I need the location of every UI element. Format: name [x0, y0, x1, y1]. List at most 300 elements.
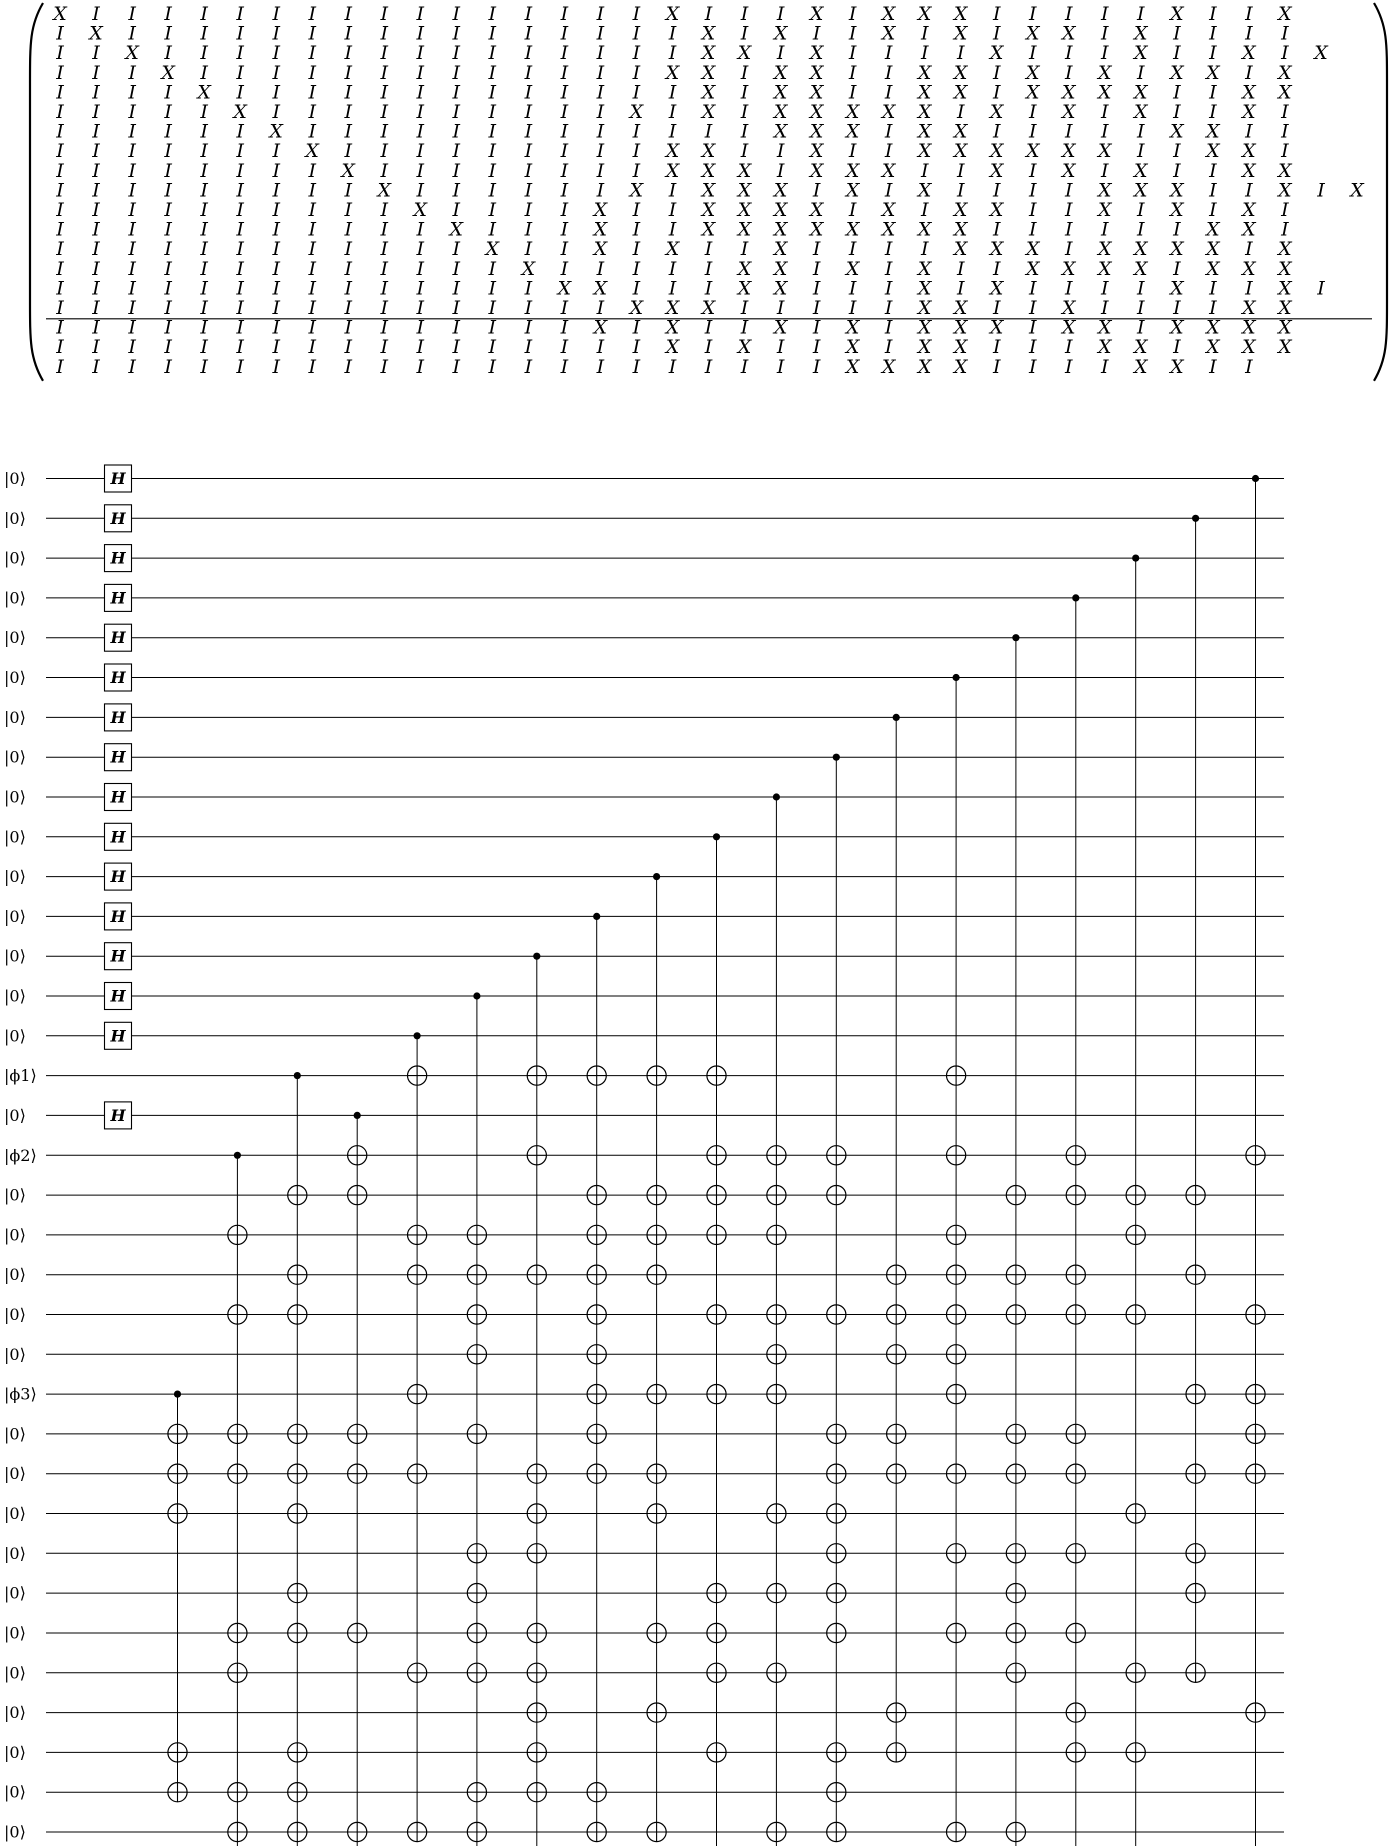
matrix-entry: X [1098, 336, 1112, 359]
matrix-entry: X [1242, 42, 1256, 65]
matrix-entry: I [128, 199, 136, 221]
matrix-entry: X [1098, 316, 1112, 339]
cnot-target [827, 1424, 846, 1443]
qubit-initial-state-label: |0⟩ [4, 469, 26, 488]
qubit-initial-state-label: |0⟩ [4, 1424, 26, 1444]
matrix-entry: I [128, 277, 136, 300]
matrix-entry: I [884, 61, 893, 84]
matrix-entry: X [1134, 22, 1148, 45]
cnot-target [1006, 1663, 1025, 1682]
cnot-target [228, 1464, 247, 1483]
matrix-entry: X [989, 199, 1004, 221]
matrix-entry: I [236, 42, 244, 65]
matrix-entry: I [560, 218, 569, 241]
matrix-entry: I [308, 257, 316, 280]
matrix-entry: I [236, 316, 244, 339]
cnot-target [947, 1385, 966, 1404]
matrix-entry: X [701, 61, 716, 84]
cnot-target [288, 1743, 307, 1762]
matrix-entry: I [200, 159, 208, 182]
matrix-entry: I [848, 199, 857, 221]
matrix-entry: X [809, 42, 824, 65]
cnot-target [527, 1504, 546, 1523]
matrix-entry: I [1029, 179, 1037, 202]
matrix-entry: I [1137, 297, 1145, 319]
matrix-entry: I [452, 297, 461, 319]
cnot-target [1006, 1822, 1025, 1841]
matrix-entry: X [917, 277, 932, 300]
matrix-entry: I [776, 355, 785, 378]
matrix-entry: X [737, 257, 752, 280]
matrix-entry: I [1065, 238, 1073, 261]
matrix-entry: I [380, 42, 389, 65]
matrix-entry: X [773, 120, 788, 143]
matrix-entry: I [596, 257, 605, 280]
matrix-entry: I [524, 159, 533, 182]
cnot-target [467, 1225, 486, 1244]
matrix-entry: I [488, 355, 497, 378]
matrix-entry: I [992, 297, 1001, 319]
cnot-control-dot [1132, 555, 1139, 562]
matrix-entry: X [1170, 277, 1184, 300]
matrix-entry: I [164, 140, 172, 163]
matrix-entry: I [1029, 218, 1037, 241]
cnot-target [228, 1783, 247, 1802]
matrix-entry: X [773, 238, 788, 261]
matrix-entry: X [737, 218, 752, 241]
matrix-entry: I [452, 355, 461, 378]
matrix-entry: I [956, 42, 965, 65]
right-parenthesis [1374, 3, 1387, 381]
cnot-target [1246, 1424, 1265, 1443]
matrix-entry: I [236, 297, 244, 319]
matrix-entry: I [524, 140, 533, 163]
cnot-control-dot [1072, 594, 1079, 601]
cnot-target [1006, 1464, 1025, 1483]
matrix-entry: I [56, 179, 64, 202]
matrix-entry: I [308, 61, 316, 84]
matrix-entry: X [845, 120, 860, 143]
matrix-entry: I [236, 179, 244, 202]
cnot-target [587, 1464, 606, 1483]
matrix-entry: X [1026, 238, 1040, 261]
matrix-entry: I [740, 297, 749, 319]
matrix-entry: I [1281, 120, 1289, 143]
matrix-entry: X [1278, 159, 1292, 182]
matrix-entry: I [740, 61, 749, 84]
cnot-target [527, 1464, 546, 1483]
matrix-entry: I [1173, 297, 1181, 319]
matrix-entry: I [452, 257, 461, 280]
matrix-entry: X [809, 81, 824, 104]
matrix-entry: X [1098, 140, 1112, 163]
matrix-entry: X [1206, 316, 1220, 339]
matrix-entry: X [1062, 297, 1076, 319]
matrix-entry: X [1278, 238, 1292, 261]
matrix-entry: I [668, 42, 677, 65]
matrix-entry: I [1101, 42, 1109, 65]
matrix-entry: I [560, 140, 569, 163]
matrix-entry: I [56, 159, 64, 182]
matrix-entry: X [917, 81, 932, 104]
cnot-target [1006, 1265, 1025, 1284]
matrix-entry: I [164, 238, 172, 261]
matrix-entry: I [1065, 336, 1073, 359]
matrix-entry: I [812, 179, 821, 202]
matrix-entry: I [1137, 199, 1145, 221]
cnot-target [467, 1305, 486, 1324]
matrix-entry: I [488, 316, 497, 339]
left-parenthesis [30, 3, 43, 381]
matrix-entry: I [488, 159, 497, 182]
hadamard-gate-label: H [110, 469, 126, 488]
cnot-target [288, 1464, 307, 1483]
matrix-entry: X [953, 3, 968, 25]
matrix-entry: I [488, 140, 497, 163]
matrix-entry: I [524, 336, 533, 359]
matrix-entry: X [773, 218, 788, 241]
matrix-entry: X [1062, 257, 1076, 280]
matrix-entry: I [164, 3, 172, 25]
matrix-entry: I [308, 159, 316, 182]
cnot-target [1006, 1186, 1025, 1205]
matrix-entry: I [128, 81, 136, 104]
matrix-entry: X [917, 316, 932, 339]
matrix-entry: I [1137, 61, 1145, 84]
hadamard-gate-label: H [110, 1026, 126, 1046]
qubit-initial-state-label: |0⟩ [4, 588, 26, 608]
cnot-target [587, 1345, 606, 1364]
matrix-entry: I [344, 42, 352, 65]
matrix-entry: I [560, 336, 569, 359]
matrix-entry: I [668, 120, 677, 143]
matrix-entry: I [1173, 101, 1181, 123]
matrix-entry: X [845, 257, 860, 280]
matrix-entry: I [1029, 277, 1037, 300]
matrix-entry: I [92, 238, 100, 261]
matrix-entry: I [704, 316, 713, 339]
cnot-target [288, 1504, 307, 1523]
matrix-entry: I [1209, 179, 1217, 202]
matrix-entry: I [236, 159, 244, 182]
matrix-entry: I [380, 199, 389, 221]
matrix-entry: I [164, 297, 172, 319]
matrix-entry: I [488, 120, 497, 143]
matrix-entry: I [452, 61, 461, 84]
matrix-entry: I [308, 218, 316, 241]
matrix-entry: I [1281, 22, 1289, 45]
matrix-entry: I [344, 238, 352, 261]
cnot-target [1126, 1504, 1145, 1523]
cnot-target [1006, 1544, 1025, 1563]
matrix-entry: I [344, 101, 352, 123]
matrix-entry: I [200, 42, 208, 65]
matrix-entry: I [128, 257, 136, 280]
cnot-target [587, 1822, 606, 1841]
matrix-entry: I [632, 355, 641, 378]
matrix-entry: I [128, 61, 136, 84]
cnot-target [707, 1225, 726, 1244]
matrix-entry: I [956, 257, 965, 280]
matrix-entry: I [1173, 81, 1181, 104]
matrix-entry: I [272, 42, 280, 65]
qubit-initial-state-label: |0⟩ [4, 1663, 26, 1683]
matrix-entry: I [236, 22, 244, 45]
matrix-entry: I [596, 159, 605, 182]
cnot-target [647, 1225, 666, 1244]
matrix-entry: I [740, 22, 749, 45]
matrix-entry: I [596, 297, 605, 319]
matrix-entry: I [92, 297, 100, 319]
matrix-entry: I [308, 81, 316, 104]
matrix-entry: I [632, 120, 641, 143]
matrix-entry: X [917, 257, 932, 280]
cnot-target [1066, 1146, 1085, 1165]
matrix-entry: X [701, 179, 716, 202]
matrix-entry: I [668, 277, 677, 300]
matrix-entry: I [56, 120, 64, 143]
matrix-entry: X [953, 61, 968, 84]
matrix-entry: I [1101, 277, 1109, 300]
cnot-target [467, 1265, 486, 1284]
matrix-entry: I [848, 297, 857, 319]
cnot-target [827, 1623, 846, 1642]
matrix-entry: I [56, 297, 64, 319]
stabilizer-matrix [30, 3, 1387, 381]
matrix-entry: I [416, 238, 425, 261]
qubit-initial-state-label: |0⟩ [4, 827, 26, 847]
matrix-entry: X [701, 101, 716, 123]
matrix-entry: X [809, 199, 824, 221]
matrix-entry: X [953, 81, 968, 104]
matrix-entry: I [920, 42, 929, 65]
matrix-entry: I [380, 257, 389, 280]
matrix-entry: I [92, 120, 100, 143]
hadamard-gate-label: H [110, 986, 126, 1006]
matrix-entry: X [845, 355, 860, 378]
matrix-entry: X [269, 120, 283, 143]
matrix-entry: I [308, 336, 316, 359]
matrix-entry: I [1281, 42, 1289, 65]
matrix-entry: X [917, 3, 932, 25]
matrix-entry: X [917, 140, 932, 163]
matrix-entry: I [776, 297, 785, 319]
matrix-entry: I [488, 257, 497, 280]
cnot-target [947, 1544, 966, 1563]
matrix-entry: I [596, 3, 605, 25]
matrix-entry: I [416, 101, 425, 123]
matrix-entry: X [1134, 81, 1148, 104]
matrix-entry: X [953, 120, 968, 143]
matrix-entry: X [53, 3, 67, 25]
cnot-target [767, 1822, 786, 1841]
cnot-target [1186, 1544, 1205, 1563]
matrix-entry: X [989, 238, 1004, 261]
matrix-entry: I [200, 316, 208, 339]
cnot-target [707, 1186, 726, 1205]
cnot-target [228, 1305, 247, 1324]
matrix-entry: I [1209, 42, 1217, 65]
cnot-target [707, 1663, 726, 1682]
matrix-entry: I [1065, 199, 1073, 221]
matrix-entry: X [1206, 336, 1220, 359]
qubit-initial-state-label: |0⟩ [4, 1305, 26, 1324]
matrix-entry: X [917, 355, 932, 378]
matrix-entry: I [200, 61, 208, 84]
matrix-entry: I [992, 179, 1001, 202]
matrix-entry: X [1242, 159, 1256, 182]
matrix-entry: I [380, 61, 389, 84]
matrix-entry: I [632, 22, 641, 45]
matrix-entry: I [1209, 81, 1217, 104]
matrix-entry: X [1026, 22, 1040, 45]
cnot-target [1126, 1186, 1145, 1205]
cnot-target [168, 1504, 187, 1523]
matrix-entry: I [128, 218, 136, 241]
matrix-entry: I [560, 81, 569, 104]
cnot-control-dot [533, 953, 540, 960]
matrix-entry: I [848, 81, 857, 104]
matrix-entry: I [200, 22, 208, 45]
matrix-entry: X [1242, 218, 1256, 241]
matrix-entry: I [272, 159, 280, 182]
matrix-entry: X [197, 81, 211, 104]
matrix-entry: I [524, 120, 533, 143]
matrix-entry: I [1065, 42, 1073, 65]
cnot-target [1126, 1663, 1145, 1682]
qubit-initial-state-label: |0⟩ [4, 668, 26, 687]
qubit-initial-state-label: |0⟩ [4, 1344, 26, 1364]
cnot-target [228, 1663, 247, 1682]
matrix-entry: X [989, 140, 1004, 163]
cnot-target [288, 1623, 307, 1642]
matrix-entry: I [884, 179, 893, 202]
hadamard-gate-label: H [110, 1105, 126, 1125]
matrix-entry: I [380, 101, 389, 123]
matrix-entry: X [1170, 3, 1184, 25]
cnot-target [587, 1186, 606, 1205]
matrix-entry: I [380, 81, 389, 104]
matrix-entry: X [1170, 199, 1184, 221]
matrix-entry: I [128, 22, 136, 45]
hadamard-gate-label: H [110, 827, 126, 847]
cnot-target [647, 1385, 666, 1404]
cnot-target [827, 1743, 846, 1762]
matrix-entry: I [452, 81, 461, 104]
cnot-target [1066, 1464, 1085, 1483]
matrix-entry: I [488, 22, 497, 45]
matrix-entry: I [740, 140, 749, 163]
cnot-target [527, 1066, 546, 1085]
matrix-entry: I [524, 238, 533, 261]
matrix-entry: I [416, 218, 425, 241]
matrix-entry: I [524, 179, 533, 202]
matrix-entry: I [272, 257, 280, 280]
matrix-entry: I [488, 3, 497, 25]
matrix-entry: I [668, 101, 677, 123]
matrix-entry: I [128, 101, 136, 123]
matrix-entry: X [1134, 238, 1148, 261]
matrix-entry: I [272, 140, 280, 163]
cnot-target [1006, 1305, 1025, 1324]
matrix-entry: X [449, 218, 464, 241]
matrix-entry: I [272, 316, 280, 339]
cnot-target [947, 1066, 966, 1085]
matrix-entry: I [956, 179, 965, 202]
qubit-initial-state-label: |0⟩ [4, 787, 26, 807]
matrix-entry: X [1026, 140, 1040, 163]
matrix-entry: I [1209, 355, 1217, 378]
matrix-entry: I [740, 120, 749, 143]
matrix-entry: X [593, 218, 608, 241]
matrix-entry: X [1026, 81, 1040, 104]
matrix-entry: X [1134, 42, 1148, 65]
qubit-initial-state-label: |0⟩ [4, 707, 26, 727]
qubit-initial-state-label: |0⟩ [4, 946, 26, 966]
cnot-target [228, 1822, 247, 1841]
matrix-entry: I [560, 120, 569, 143]
matrix-entry: I [128, 238, 136, 261]
qubit-initial-state-label: |0⟩ [4, 747, 26, 767]
matrix-entry: I [884, 336, 893, 359]
matrix-entry: I [1209, 199, 1217, 221]
matrix-entry: I [452, 159, 461, 182]
matrix-entry: X [809, 159, 824, 182]
matrix-entry: I [1065, 3, 1073, 25]
cnot-target [1066, 1623, 1085, 1642]
matrix-entry: I [956, 159, 965, 182]
matrix-entry: I [1065, 179, 1073, 202]
matrix-entry: I [92, 81, 100, 104]
cnot-target [467, 1345, 486, 1364]
cnot-target [1186, 1464, 1205, 1483]
cnot-target [827, 1305, 846, 1324]
cnot-target [887, 1424, 906, 1443]
matrix-entry: I [704, 257, 713, 280]
cnot-target [767, 1663, 786, 1682]
matrix-entry: X [1098, 257, 1112, 280]
matrix-entry: I [380, 218, 389, 241]
matrix-entry: X [629, 297, 644, 319]
qubit-initial-state-label: |ϕ1⟩ [4, 1066, 37, 1086]
matrix-entry: I [1137, 316, 1145, 339]
matrix-entry: X [809, 120, 824, 143]
matrix-entry: I [344, 61, 352, 84]
matrix-entry: X [1242, 101, 1256, 123]
cnot-target [947, 1623, 966, 1642]
matrix-entry: X [773, 61, 788, 84]
matrix-entry: I [560, 159, 569, 182]
matrix-entry: X [629, 101, 644, 123]
matrix-entry: I [884, 316, 893, 339]
cnot-target [467, 1663, 486, 1682]
cnot-target [707, 1305, 726, 1324]
cnot-control-dot [653, 873, 660, 880]
matrix-entry: I [200, 297, 208, 319]
matrix-entry: X [773, 101, 788, 123]
cnot-target [1066, 1743, 1085, 1762]
matrix-entry: I [992, 3, 1001, 25]
matrix-entry: I [884, 120, 893, 143]
cnot-target [1246, 1146, 1265, 1165]
matrix-entry: I [956, 277, 965, 300]
matrix-entry: X [845, 218, 860, 241]
matrix-entry: I [1029, 42, 1037, 65]
matrix-entry: X [1170, 179, 1184, 202]
matrix-entry: I [1065, 277, 1073, 300]
matrix-entry: I [1281, 140, 1289, 163]
matrix-entry: I [380, 159, 389, 182]
